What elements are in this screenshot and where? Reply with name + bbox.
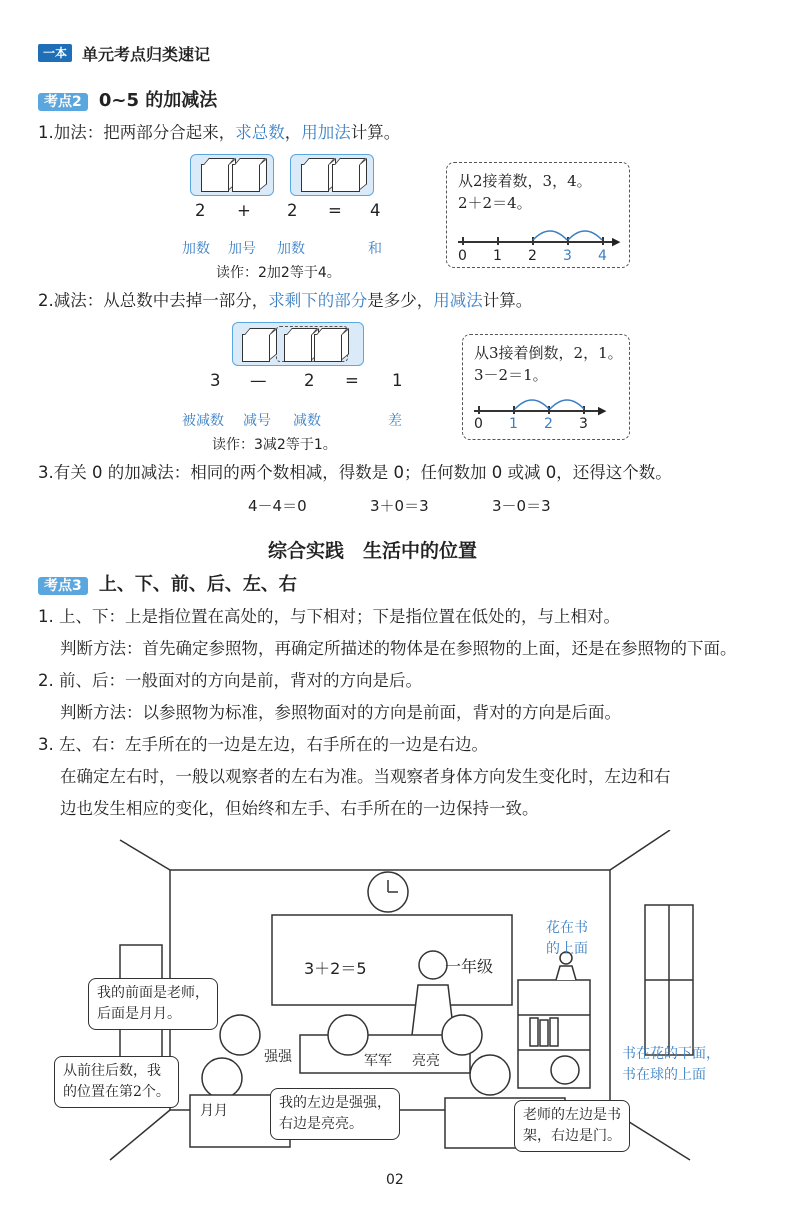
- cube: [284, 334, 312, 362]
- name-yueyue: 月月: [200, 1100, 228, 1120]
- note-flower-above: 花在书 的上面: [546, 920, 588, 957]
- zero-example-1: 4－4＝0: [248, 497, 307, 515]
- header-logo: 一本: [38, 44, 72, 62]
- cube: [201, 164, 229, 192]
- cube: [332, 164, 360, 192]
- label-addend1: 加数: [182, 241, 210, 257]
- add-term2: 2: [287, 201, 298, 220]
- speech-bubble-teacher-sides: 老师的左边是书 架，右边是门。: [514, 1100, 630, 1152]
- section2-heading: [38, 86, 217, 112]
- name-qiangqiang: 强强: [264, 1046, 292, 1066]
- position-rule-3: 3. 左、右：左手所在的一边是左边，右手所在的一边是右边。: [38, 735, 488, 754]
- label-plus: 加号: [228, 241, 256, 257]
- cube: [242, 334, 270, 362]
- count-back-arcs: [512, 391, 588, 413]
- label-minuend: 被减数: [182, 413, 224, 429]
- section3-title: 上、下、前、后、左、右: [98, 574, 297, 595]
- note-book-position: 书在花的下面， 书在球的上面: [622, 1046, 720, 1083]
- board-grade: 一年级: [445, 957, 494, 976]
- speech-bubble-left-right: 我的左边是强强， 右边是亮亮。: [270, 1088, 400, 1140]
- sub-result: 1: [392, 371, 403, 390]
- count-arcs: [530, 222, 606, 244]
- sub-term1: 3: [210, 371, 221, 390]
- sub-sign: —: [250, 371, 267, 390]
- speech-bubble-front-teacher: 我的前面是老师， 后面是月月。: [88, 978, 218, 1030]
- position-note-2: 边也发生相应的变化，但始终和左手、右手所在的一边保持一致。: [60, 799, 539, 818]
- position-method-1: 判断方法：首先确定参照物，再确定所描述的物体是在参照物的上面，还是在参照物的下面。: [60, 639, 737, 658]
- label-subtrahend: 减数: [293, 413, 321, 429]
- section2-badge: 考点2: [38, 93, 88, 111]
- nl-0: 0: [458, 248, 467, 264]
- add-sign: +: [237, 201, 251, 220]
- cube: [314, 334, 342, 362]
- subtraction-reading: 读作：3减2等于1。: [212, 437, 337, 453]
- add-box-line1: 从2接着数，3，4。: [458, 172, 592, 190]
- zero-rule: 3.有关 0 的加减法：相同的两个数相减，得数是 0；任何数加 0 或减 0，还得这个数。: [38, 463, 672, 482]
- page-number: 02: [386, 1172, 404, 1188]
- add-box-line2: 2＋2＝4。: [458, 194, 532, 212]
- section3-heading: [38, 570, 297, 596]
- nl-4: 4: [598, 248, 607, 264]
- section3-badge: 考点3: [38, 577, 88, 595]
- zero-example-3: 3－0＝3: [492, 497, 551, 515]
- nl-2: 2: [544, 416, 553, 432]
- board-equation: 3＋2＝5: [304, 959, 367, 978]
- header-title: 单元考点归类速记: [82, 45, 211, 64]
- section2-title: 0~5 的加减法: [98, 90, 218, 111]
- name-junjun: 军军: [364, 1050, 392, 1070]
- label-sum: 和: [368, 241, 382, 257]
- cube: [232, 164, 260, 192]
- add-term1: 2: [195, 201, 206, 220]
- addition-definition: 1.加法：把两部分合起来，求总数，用加法计算。: [38, 123, 401, 142]
- name-liangliang: 亮亮: [412, 1050, 440, 1070]
- position-rule-2: 2. 前、后：一般面对的方向是前，背对的方向是后。: [38, 671, 422, 690]
- speech-bubble-position: 从前往后数，我 的位置在第2个。: [54, 1056, 179, 1108]
- sub-box-line2: 3－2＝1。: [474, 366, 548, 384]
- nl-3: 3: [563, 248, 572, 264]
- add-equals: =: [328, 201, 342, 220]
- sub-equals: =: [345, 371, 359, 390]
- position-rule-1: 1. 上、下：上是指位置在高处的，与下相对；下是指位置在低处的，与上相对。: [38, 607, 620, 626]
- nl-2: 2: [528, 248, 537, 264]
- practice-title: 综合实践 生活中的位置: [268, 540, 478, 562]
- label-addend2: 加数: [277, 241, 305, 257]
- addition-reading: 读作：2加2等于4。: [216, 265, 341, 281]
- zero-example-2: 3＋0＝3: [370, 497, 429, 515]
- position-method-2: 判断方法：以参照物为标准，参照物面对的方向是前面，背对的方向是后面。: [60, 703, 621, 722]
- position-note-1: 在确定左右时，一般以观察者的左右为准。当观察者身体方向发生变化时，左边和右: [60, 767, 671, 786]
- sub-box-line1: 从3接着倒数，2，1。: [474, 344, 623, 362]
- arrow-head-icon: ▶: [598, 404, 607, 417]
- cube: [301, 164, 329, 192]
- arrow-head-icon: ▶: [612, 235, 621, 248]
- add-result: 4: [370, 201, 381, 220]
- nl-1: 1: [493, 248, 502, 264]
- nl-0: 0: [474, 416, 483, 432]
- sub-term2: 2: [304, 371, 315, 390]
- nl-1: 1: [509, 416, 518, 432]
- subtraction-definition: 2.减法：从总数中去掉一部分，求剩下的部分是多少，用减法计算。: [38, 291, 533, 310]
- label-difference: 差: [388, 413, 402, 429]
- label-minus: 减号: [243, 413, 271, 429]
- nl-3: 3: [579, 416, 588, 432]
